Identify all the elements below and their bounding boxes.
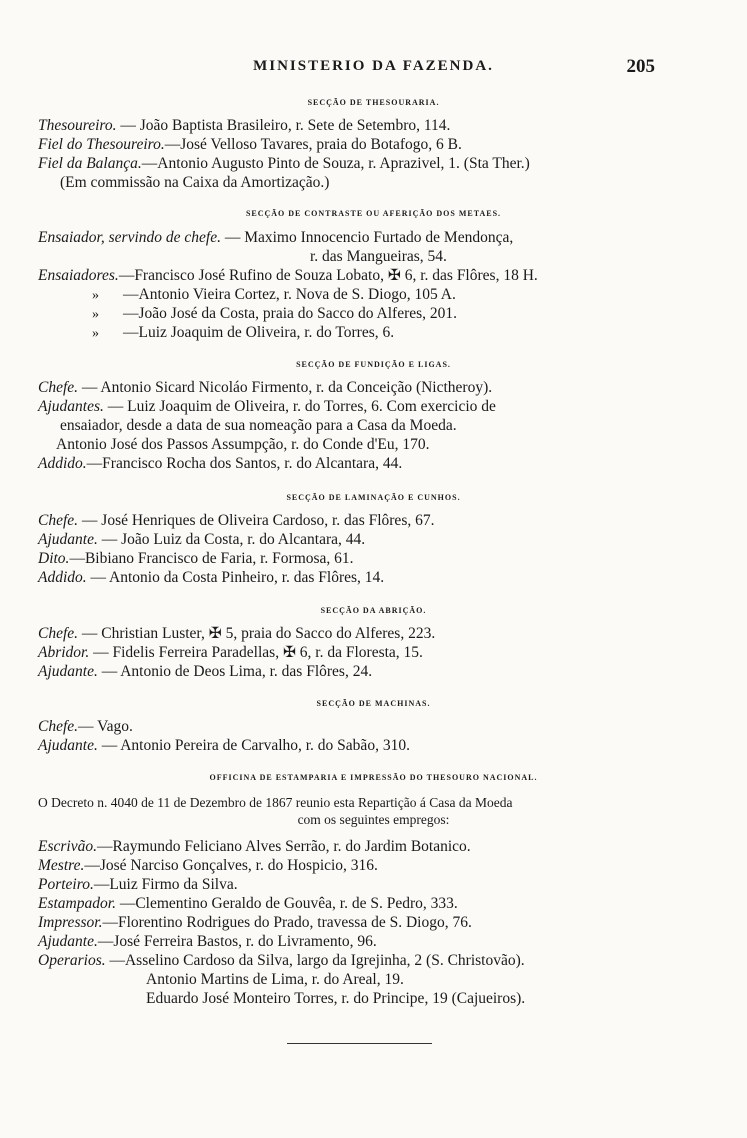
role-label: Porteiro. <box>38 876 94 893</box>
entry-line <box>38 644 423 662</box>
entry-line <box>56 436 430 454</box>
role-label: Abridor. <box>38 644 90 661</box>
entry-text: —José Ferreira Bastos, r. do Livramento, 96. <box>97 933 377 950</box>
entry-line <box>92 286 456 305</box>
role-label: Ajudante. <box>38 531 98 548</box>
role-label: Escrivão. <box>38 838 97 855</box>
entry-text: — Fidelis Ferreira Paradellas, ✠ 6, r. da Floresta, 15. <box>93 644 423 661</box>
entry-line <box>38 267 538 285</box>
entry-line <box>92 305 457 324</box>
ditto-mark: » <box>92 326 99 341</box>
entry-text: — João Luiz da Costa, r. do Alcantara, 44. <box>101 531 366 548</box>
entry-text: — Luiz Joaquim de Oliveira, r. do Torres, 6. Com exercicio de <box>107 398 496 415</box>
ditto-mark: » <box>92 307 99 322</box>
ditto-mark: » <box>92 288 99 303</box>
entry-line <box>38 663 372 681</box>
role-label: Ajudante. <box>38 737 98 754</box>
entry-line <box>38 838 471 856</box>
entry-text: —Antonio Augusto Pinto de Souza, r. Aprazivel, 1. (Sta Ther.) <box>141 155 530 172</box>
entry-text: — Christian Luster, ✠ 5, praia do Sacco do Alferes, 223. <box>81 625 436 642</box>
entry-line <box>60 417 457 435</box>
entry-line <box>92 324 394 343</box>
entry-text: — Antonio Sicard Nicoláo Firmento, r. da Conceição (Nictheroy). <box>81 379 493 396</box>
role-label: Fiel do Thesoureiro. <box>38 136 165 153</box>
entry-text: — João Baptista Brasileiro, r. Sete de Setembro, 114. <box>120 117 451 134</box>
role-label: Ajudante. <box>38 933 98 950</box>
role-label: Chefe. <box>38 625 79 642</box>
entry-text: (Em commissão na Caixa da Amortização.) <box>60 174 330 191</box>
entry-line <box>146 971 404 989</box>
entry-line <box>38 895 458 913</box>
entry-line <box>60 174 329 192</box>
entry-text: Antonio Martins de Lima, r. do Areal, 19. <box>146 971 404 988</box>
role-label: Ensaiador, servindo de chefe. <box>38 229 221 246</box>
section-title-officina: OFFICINA DE ESTAMPARIA E IMPRESSÃO DO THESOURO NACIONAL. <box>209 773 538 782</box>
decree-intro-line: O Decreto n. 4040 de 11 de Dezembro de 1867 reunio esta Repartição á Casa da Moeda <box>38 795 513 810</box>
page-header <box>0 58 747 84</box>
entry-text: —Bibiano Francisco de Faria, r. Formosa, 61. <box>69 550 354 567</box>
running-head: MINISTERIO DA FAZENDA. <box>253 58 494 74</box>
entry-line <box>38 569 384 587</box>
entry-text: —Raymundo Feliciano Alves Serrão, r. do Jardim Botanico. <box>96 838 471 855</box>
section-title-contraste: SECÇÃO DE CONTRASTE OU AFERIÇÃO DOS METAES. <box>245 209 502 218</box>
entry-text: —Antonio Vieira Cortez, r. Nova de S. Diogo, 105 A. <box>123 286 456 303</box>
section-title-thesouraria: SECÇÃO DE THESOURARIA. <box>307 98 440 107</box>
entry-line <box>38 952 525 970</box>
entry-line <box>38 737 410 755</box>
decree-intro-line: com os seguintes empregos: <box>297 812 450 827</box>
role-label: Addido. <box>38 455 87 472</box>
role-label: Ensaiadores. <box>38 267 119 284</box>
entry-text: —José Velloso Tavares, praia do Botafogo, 6 B. <box>164 136 462 153</box>
section-title-laminacao: SECÇÃO DE LAMINAÇÃO E CUNHOS. <box>286 493 461 502</box>
entry-text: —Luiz Firmo da Silva. <box>93 876 238 893</box>
entry-line <box>38 933 377 951</box>
role-label: Ajudantes. <box>38 398 104 415</box>
entry-line <box>38 455 402 473</box>
entry-line <box>38 229 513 247</box>
entry-line <box>38 550 354 568</box>
entry-line <box>38 857 378 875</box>
section-title-fundicao: SECÇÃO DE FUNDIÇÃO E LIGAS. <box>296 360 451 369</box>
entry-text: Eduardo José Monteiro Torres, r. do Principe, 19 (Cajueiros). <box>146 990 526 1007</box>
closing-rule <box>287 1043 432 1044</box>
entry-text: —Asselino Cardoso da Silva, largo da Igrejinha, 2 (S. Christovão). <box>109 952 525 969</box>
entry-text: Antonio José dos Passos Assumpção, r. do Conde d'Eu, 170. <box>56 436 430 453</box>
entry-text: — Maximo Innocencio Furtado de Mendonça, <box>224 229 514 246</box>
role-label: Fiel da Balança. <box>38 155 142 172</box>
role-label: Impressor. <box>38 914 103 931</box>
entry-text: — Antonio da Costa Pinheiro, r. das Flôres, 14. <box>90 569 385 586</box>
role-label: Chefe. <box>38 512 79 529</box>
entry-line <box>310 248 447 266</box>
entry-line <box>38 914 472 932</box>
entry-text: —José Narciso Gonçalves, r. do Hospicio, 316. <box>84 857 378 874</box>
entry-line <box>146 990 525 1008</box>
entry-text: —Luiz Joaquim de Oliveira, r. do Torres, 6. <box>123 324 395 341</box>
entry-line <box>38 876 238 894</box>
role-label: Ajudante. <box>38 663 98 680</box>
entry-line <box>38 136 462 154</box>
entry-text: — Antonio Pereira de Carvalho, r. do Sabão, 310. <box>101 737 410 754</box>
role-label: Operarios. <box>38 952 106 969</box>
role-label: Chefe. <box>38 379 79 396</box>
entry-line <box>38 117 450 135</box>
entry-text: —Florentino Rodrigues do Prado, travessa de S. Diogo, 76. <box>102 914 472 931</box>
entry-line <box>38 155 530 173</box>
entry-text: r. das Mangueiras, 54. <box>310 248 447 265</box>
entry-text: —Francisco Rocha dos Santos, r. do Alcantara, 44. <box>86 455 403 472</box>
entry-line <box>38 718 133 736</box>
entry-line <box>38 512 434 530</box>
section-title-machinas: SECÇÃO DE MACHINAS. <box>316 699 431 708</box>
entry-line <box>38 625 435 643</box>
entry-text: ensaiador, desde a data de sua nomeação para a Casa da Moeda. <box>60 417 457 434</box>
role-label: Chefe. <box>38 718 79 735</box>
page-number: 205 <box>626 56 655 77</box>
role-label: Mestre. <box>38 857 85 874</box>
entry-text: — Vago. <box>78 718 133 735</box>
entry-text: —João José da Costa, praia do Sacco do Alferes, 201. <box>123 305 458 322</box>
entry-text: — Antonio de Deos Lima, r. das Flôres, 24. <box>101 663 373 680</box>
role-label: Addido. <box>38 569 87 586</box>
entry-text: — José Henriques de Oliveira Cardoso, r. das Flôres, 67. <box>81 512 435 529</box>
entry-text: —Clementino Geraldo de Gouvêa, r. de S. Pedro, 333. <box>119 895 458 912</box>
role-label: Dito. <box>38 550 70 567</box>
role-label: Thesoureiro. <box>38 117 117 134</box>
role-label: Estampador. <box>38 895 116 912</box>
entry-line <box>38 379 492 397</box>
entry-text: —Francisco José Rufino de Souza Lobato, ✠ 6, r. das Flôres, 18 H. <box>118 267 538 284</box>
entry-line <box>38 398 496 416</box>
section-title-abricao: SECÇÃO DA ABRIÇÃO. <box>320 606 427 615</box>
entry-line <box>38 531 365 549</box>
